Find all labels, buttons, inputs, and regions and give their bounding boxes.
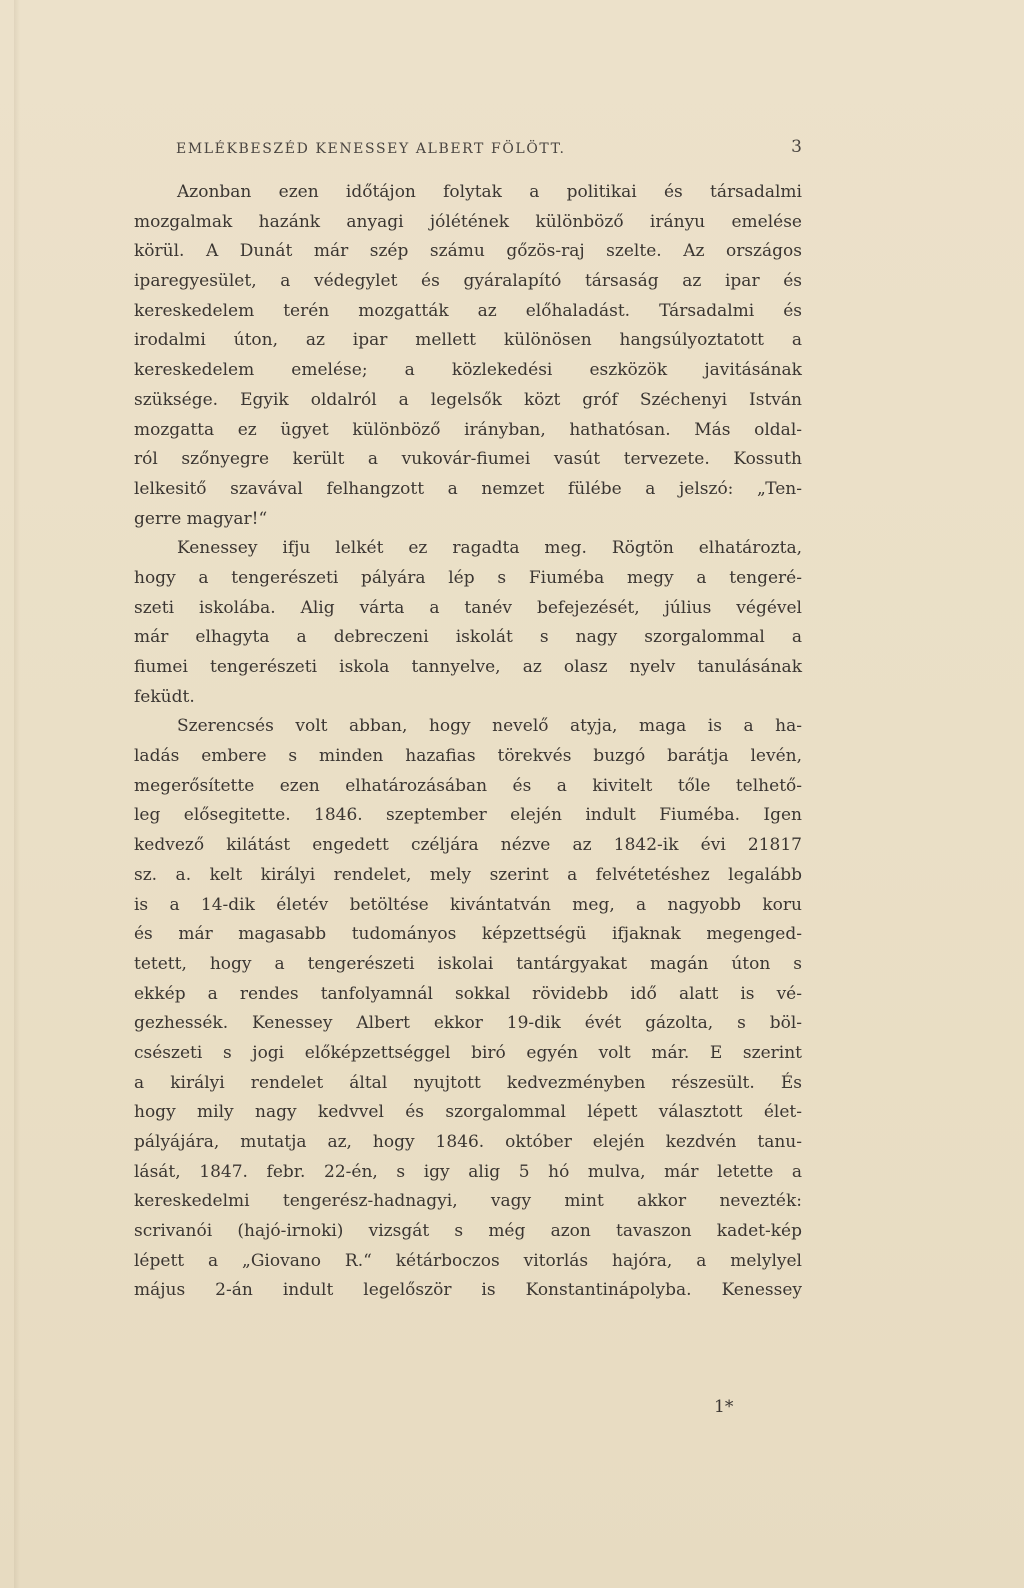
text-line: tetett, hogy a tengerészeti iskolai tantárgyakat magán úton s	[134, 953, 802, 974]
text-line: kereskedelem emelése; a közlekedési eszközök javitásának	[134, 360, 802, 381]
text-line: lelkesitő szavával felhangzott a nemzet fülébe a jelszó: „Ten-	[134, 478, 802, 499]
text-line: feküdt.	[134, 686, 195, 707]
text-line: kereskedelem terén mozgatták az előhaladást. Társadalmi és	[134, 300, 802, 321]
text-line: szeti iskolába. Alig várta a tanév befejezését, július végével	[134, 597, 802, 618]
text-line: május 2-án indult legelőször is Konstantinápolyba. Kenessey	[134, 1280, 802, 1301]
text-line: és már magasabb tudományos képzettségü ifjaknak megenged-	[134, 924, 802, 945]
text-line: fiumei tengerészeti iskola tannyelve, az olasz nyelv tanulásának	[134, 657, 802, 677]
text-line: lását, 1847. febr. 22-én, s igy alig 5 hó mulva, már letette a	[134, 1161, 802, 1182]
text-line: Azonban ezen időtájon folytak a politikai és társadalmi	[177, 182, 802, 202]
page-edge-shadow	[14, 0, 20, 1588]
text-line: Kenessey ifju lelkét ez ragadta meg. Rögtön elhatározta,	[177, 538, 802, 559]
text-line: kereskedelmi tengerész-hadnagyi, vagy mint akkor nevezték:	[134, 1191, 802, 1212]
text-line: is a 14-dik életév betöltése kivántatván meg, a nagyobb koru	[134, 894, 802, 915]
text-line: gezhessék. Kenessey Albert ekkor 19-dik évét gázolta, s böl-	[134, 1013, 802, 1034]
text-line: lépett a „Giovano R.“ kétárboczos vitorlás hajóra, a melylyel	[134, 1250, 802, 1271]
text-line: szüksége. Egyik oldalról a legelsők közt gróf Széchenyi István	[134, 389, 802, 410]
text-line: hogy mily nagy kedvvel és szorgalommal lépett választott élet-	[134, 1102, 802, 1123]
text-line: iparegyesület, a védegylet és gyáralapító társaság az ipar és	[134, 271, 802, 292]
signature-mark: 1*	[714, 1397, 734, 1417]
text-line: mozgatta ez ügyet különböző irányban, hathatósan. Más oldal-	[134, 419, 802, 440]
text-line: Szerencsés volt abban, hogy nevelő atyja, maga is a ha-	[177, 716, 802, 737]
text-line: ladás embere s minden hazafias törekvés buzgó barátja levén,	[134, 746, 802, 767]
text-line: pályájára, mutatja az, hogy 1846. október elején kezdvén tanu-	[134, 1132, 802, 1152]
text-line: csészeti s jogi előképzettséggel biró egyén volt már. E szerint	[134, 1042, 802, 1063]
text-line: scrivanói (hajó-irnoki) vizsgát s még azon tavaszon kadet-kép	[134, 1221, 802, 1242]
text-line: megerősítette ezen elhatározásában és a kivitelt tőle telhető-	[134, 775, 802, 796]
text-line: hogy a tengerészeti pályára lép s Fiuméba megy a tengeré-	[134, 567, 802, 588]
running-head	[134, 137, 802, 161]
text-line: irodalmi úton, az ipar mellett különösen hangsúlyoztatott a	[134, 330, 802, 351]
text-line: sz. a. kelt királyi rendelet, mely szerint a felvétetéshez legalább	[134, 864, 802, 885]
text-line: leg elősegitette. 1846. szeptember elején indult Fiuméba. Igen	[134, 805, 802, 826]
body-text	[134, 178, 802, 1306]
text-line: körül. A Dunát már szép számu gőzös-raj szelte. Az országos	[134, 241, 802, 262]
text-line: már elhagyta a debreczeni iskolát s nagy szorgalommal a	[134, 627, 802, 648]
page-number: 3	[791, 137, 802, 157]
text-line: ekkép a rendes tanfolyamnál sokkal rövidebb idő alatt is vé-	[134, 983, 802, 1004]
text-line: ról szőnyegre került a vukovár-fiumei vasút tervezete. Kossuth	[134, 449, 802, 470]
text-line: kedvező kilátást engedett czéljára nézve az 1842-ik évi 21817	[134, 835, 802, 856]
text-line: a királyi rendelet által nyujtott kedvezményben részesült. És	[134, 1072, 802, 1093]
text-line: gerre magyar!“	[134, 508, 268, 529]
running-head-title: EMLÉKBESZÉD KENESSEY ALBERT FÖLÖTT.	[176, 141, 566, 157]
text-line: mozgalmak hazánk anyagi jólétének különböző irányu emelése	[134, 211, 802, 232]
